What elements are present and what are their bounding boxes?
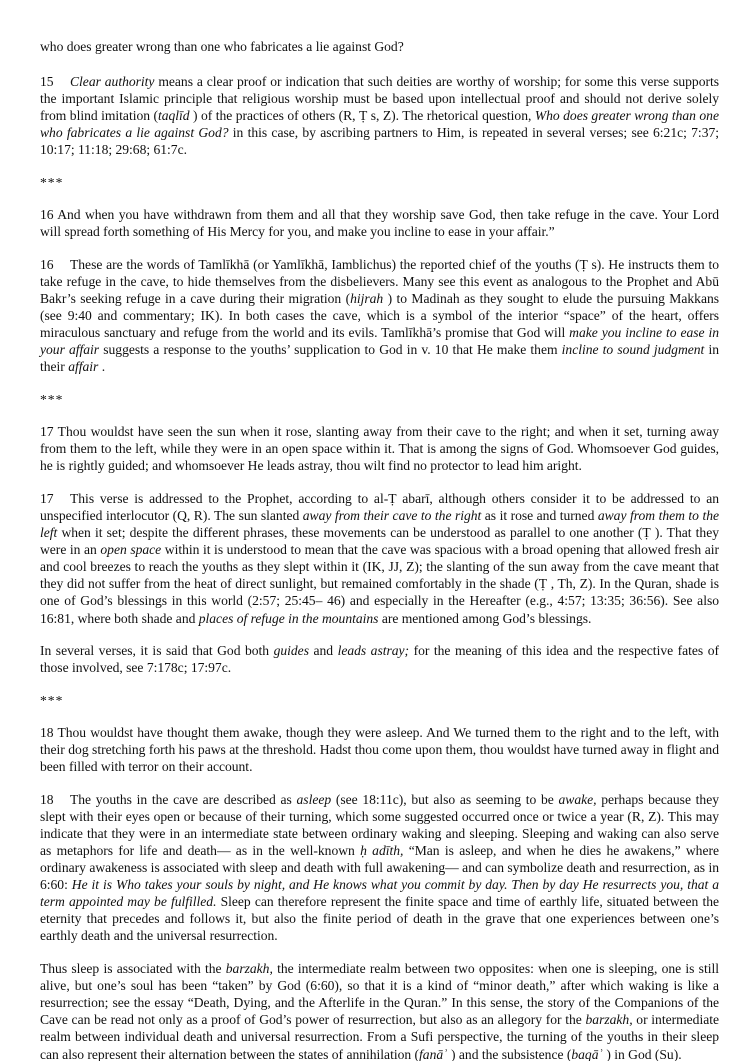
commentary-17-text-e: when it set; despite the different phrases, these movements can be understood as parallel to one another (Ṭ ). That they were in an — [40, 525, 719, 558]
commentary-18-text-i: Sleep can therefore represent the finite space and time of earthly life, situated between the eternity that precedes and follows it, but also the finite period of death in the grave that one experiences between one’s earthly death and the universal resurrection. — [40, 894, 719, 944]
catchline-carryover — [40, 38, 719, 55]
commentary-17-p2-text-a: In several verses, it is said that God both — [40, 643, 274, 659]
commentary-18-italic-verse-660: He it is Who takes your souls by night, and He knows what you commit by day. Then by day He resurrects you, that a term appointed may be fulfilled. — [40, 877, 719, 910]
verse-17-text: Thou wouldst have seen the sun when it rose, slanting away from their cave to the right; and when it set, turning away from them to the left, while they were in an open space within it. That is among the signs of God. Whomsoever God guides, he is rightly guided; and whomsoever He leads astray, thou wilt find no protector to lead him aright. — [40, 424, 719, 474]
commentary-number-15: 15 — [40, 74, 54, 90]
verse-number-18: 18 — [40, 724, 54, 740]
commentary-16-italic-d: make you incline to ease in your affair — [40, 325, 719, 358]
commentary-18-italic-hadith: ḥ adīth, — [360, 842, 404, 858]
commentary-block-18-paragraph-2 — [40, 960, 719, 1061]
verse-18-text: Thou wouldst have thought them awake, though they were asleep. And We turned them to the right and to the left, with their dog stretching forth his paws at the threshold. Hadst thou come upon them, thou wouldst have turned away in flight and been filled with terror on their account. — [40, 724, 719, 775]
catchline-text: who does greater wrong than one who fabricates a lie against God? — [40, 39, 404, 54]
commentary-17-p2-text-e: for the meaning of this idea and the respective fates of those involved, see 7:178c; 17:97c. — [40, 643, 719, 676]
commentary-17-italic-d: away from them to the left — [40, 507, 720, 541]
section-separator-2: *** — [40, 392, 64, 407]
commentary-number-17: 17 — [40, 490, 54, 506]
commentary-18-p2-italic-barzakh-1: barzakh, — [225, 961, 273, 977]
commentary-18-p2-italic-fana: fanāʾ — [419, 1046, 452, 1061]
commentary-18-italic-asleep: asleep — [296, 791, 332, 807]
verse-block-17 — [40, 423, 719, 474]
commentary-18-p2-text-e: or intermediate realm between individual death and universal resurrection. From a Sufi perspective, the turning of the youths in their sleep can also represent their alternation between the states of annihilation ( — [40, 1012, 719, 1061]
commentary-15-text-f: in this case, by ascribing partners to Him, is repeated in several verses; see 6:21c; 7:37; 10:17; 11:18; 29:68; 61:7c. — [40, 125, 720, 158]
commentary-15-italic-a: Clear authority — [70, 74, 155, 90]
commentary-18-text-e: perhaps because they slept with their eyes open or because of their turning, which some suggested occurred once or twice a year (R, Z). This may indicate that they were in an intermediate state between ordinary waking and sleeping. Sleeping and waking can also serve as metaphors for life and death— as in the well-known — [40, 791, 720, 858]
commentary-16-text-i: . — [98, 359, 106, 375]
commentary-16-text-c: ) to Madinah as they sought to elude the pursuing Makkans (see 9:40 and commentary; IK). In both cases the cave, which is a symbol of the interior “space” of the heart, offers miraculous sanctuary and refuge from the world and its evils. Tamlīkhā’s promise that God will — [40, 291, 719, 341]
verse-16-text: And when you have withdrawn from them and all that they worship save God, then take refuge in the cave. Your Lord will spread forth something of His Mercy for you, and make you incline to ease in your affair.” — [40, 207, 719, 240]
commentary-17-text-c: as it rose and turned — [481, 507, 598, 523]
commentary-16-italic-hijrah: hijrah — [350, 291, 388, 307]
section-separator-3: *** — [40, 692, 64, 708]
commentary-number-18: 18 — [40, 791, 54, 807]
commentary-18-italic-awake: awake, — [558, 791, 597, 807]
commentary-15-italic-taqlid: taqlīd — [157, 108, 194, 124]
commentary-17-text-a: This verse is addressed to the Prophet, according to al-Ṭ abarī, although others consider it to be addressed to an unspecified interlocutor (Q, R). The sun slanted — [40, 490, 719, 523]
commentary-16-text-g: in their — [40, 342, 719, 375]
commentary-15-text-b: means a clear proof or indication that such deities are worthy of worship; for some this verse supports the important Islamic principle that religious worship must be based upon intellectual proof and should not derive solely from blind imitation ( — [40, 74, 720, 124]
commentary-15-italic-quote: Who does greater wrong than one who fabricates a lie against God? — [40, 108, 719, 141]
commentary-17-text-g: within it is understood to mean that the cave was spacious with a broad opening that allowed fresh air and cool breezes to reach the youths as they slept within it (IK, JJ, Z); the slanting of the sun away from the cave meant that they did not suffer from the heat of direct sunlight, but remained comfortably in the shade (Ṭ , Th, Z). In the Quran, shade is one of God’s blessings in this world (2:57; 25:45– 46) and especially in the Hereafter (e.g., 4:57; 13:35; 36:56). See also 16:81, where both shade and — [40, 542, 720, 626]
commentary-16-italic-affair: affair — [68, 359, 99, 375]
commentary-18-p2-text-c: the intermediate realm between two opposites: when one is sleeping, one is still alive, but one’s soul has been “taken” by God (6:60), so that it is a kind of “minor death,” after which waking is like a resurrection; see the essay “Death, Dying, and the Afterlife in the Quran.” In this sense, the story of the Companions of the Cave can be read not only as a proof of God’s power of resurrection, but also as an allegory for the — [40, 961, 719, 1028]
commentary-18-p2-text-g: ) and the subsistence ( — [451, 1046, 572, 1061]
commentary-17-p2-text-c: and — [308, 643, 338, 659]
commentary-number-16: 16 — [40, 256, 54, 272]
commentary-18-p2-text-i: ) in God (Su). — [606, 1046, 682, 1061]
commentary-16-text-a: These are the words of Tamlīkhā (or Yamlīkhā, Iamblichus) the reported chief of the youths (Ṭ s). He instructs them to take refuge in the cave, to hide themselves from the disbelievers. Many see this event as analogous to the Prophet and Abū Bakr’s seeking refuge in a cave during their migration ( — [40, 256, 719, 307]
verse-block-18 — [40, 724, 719, 775]
commentary-17-text-i: are mentioned among God’s blessings. — [378, 610, 592, 626]
commentary-17-p2-italic-guides: guides — [273, 643, 309, 659]
verse-block-16 — [40, 206, 719, 240]
verse-number-16: 16 — [40, 207, 54, 223]
commentary-18-text-a: The youths in the cave are described as — [70, 791, 297, 807]
commentary-18-text-g: “Man is asleep, and when he dies he awakens,” where ordinary awakeness is associated with sleep and death with full awakening— and can symbolize death and resurrection, as in 6:60: — [40, 842, 719, 893]
commentary-18-p2-italic-barzakh-2: barzakh, — [585, 1012, 633, 1028]
commentary-block-16 — [40, 256, 719, 376]
verse-number-17: 17 — [40, 424, 54, 440]
section-separator-1: *** — [40, 175, 64, 191]
commentary-17-italic-b: away from their cave to the right — [302, 507, 482, 523]
commentary-16-italic-f: incline to sound judgment — [561, 342, 705, 358]
commentary-block-17-paragraph-2 — [40, 642, 719, 676]
commentary-17-italic-open-space: open space — [100, 542, 162, 558]
commentary-17-p2-italic-leads-astray: leads astray; — [337, 643, 410, 659]
commentary-18-p2-italic-baqa: baqāʾ — [571, 1046, 607, 1061]
commentary-block-15 — [40, 73, 719, 158]
commentary-block-18 — [40, 791, 719, 945]
commentary-block-17 — [40, 490, 719, 627]
page-content-column — [40, 38, 719, 1061]
commentary-15-text-d: ) of the practices of others (R, Ṭ s, Z). The rhetorical question, — [193, 108, 535, 124]
commentary-16-text-e: suggests a response to the youths’ supplication to God in v. 10 that He make them — [99, 342, 562, 358]
commentary-18-text-c: (see 18:11c), but also as seeming to be — [331, 791, 559, 807]
commentary-18-p2-text-a: Thus sleep is associated with the — [40, 961, 226, 977]
commentary-17-italic-h: places of refuge in the mountains — [198, 610, 379, 626]
